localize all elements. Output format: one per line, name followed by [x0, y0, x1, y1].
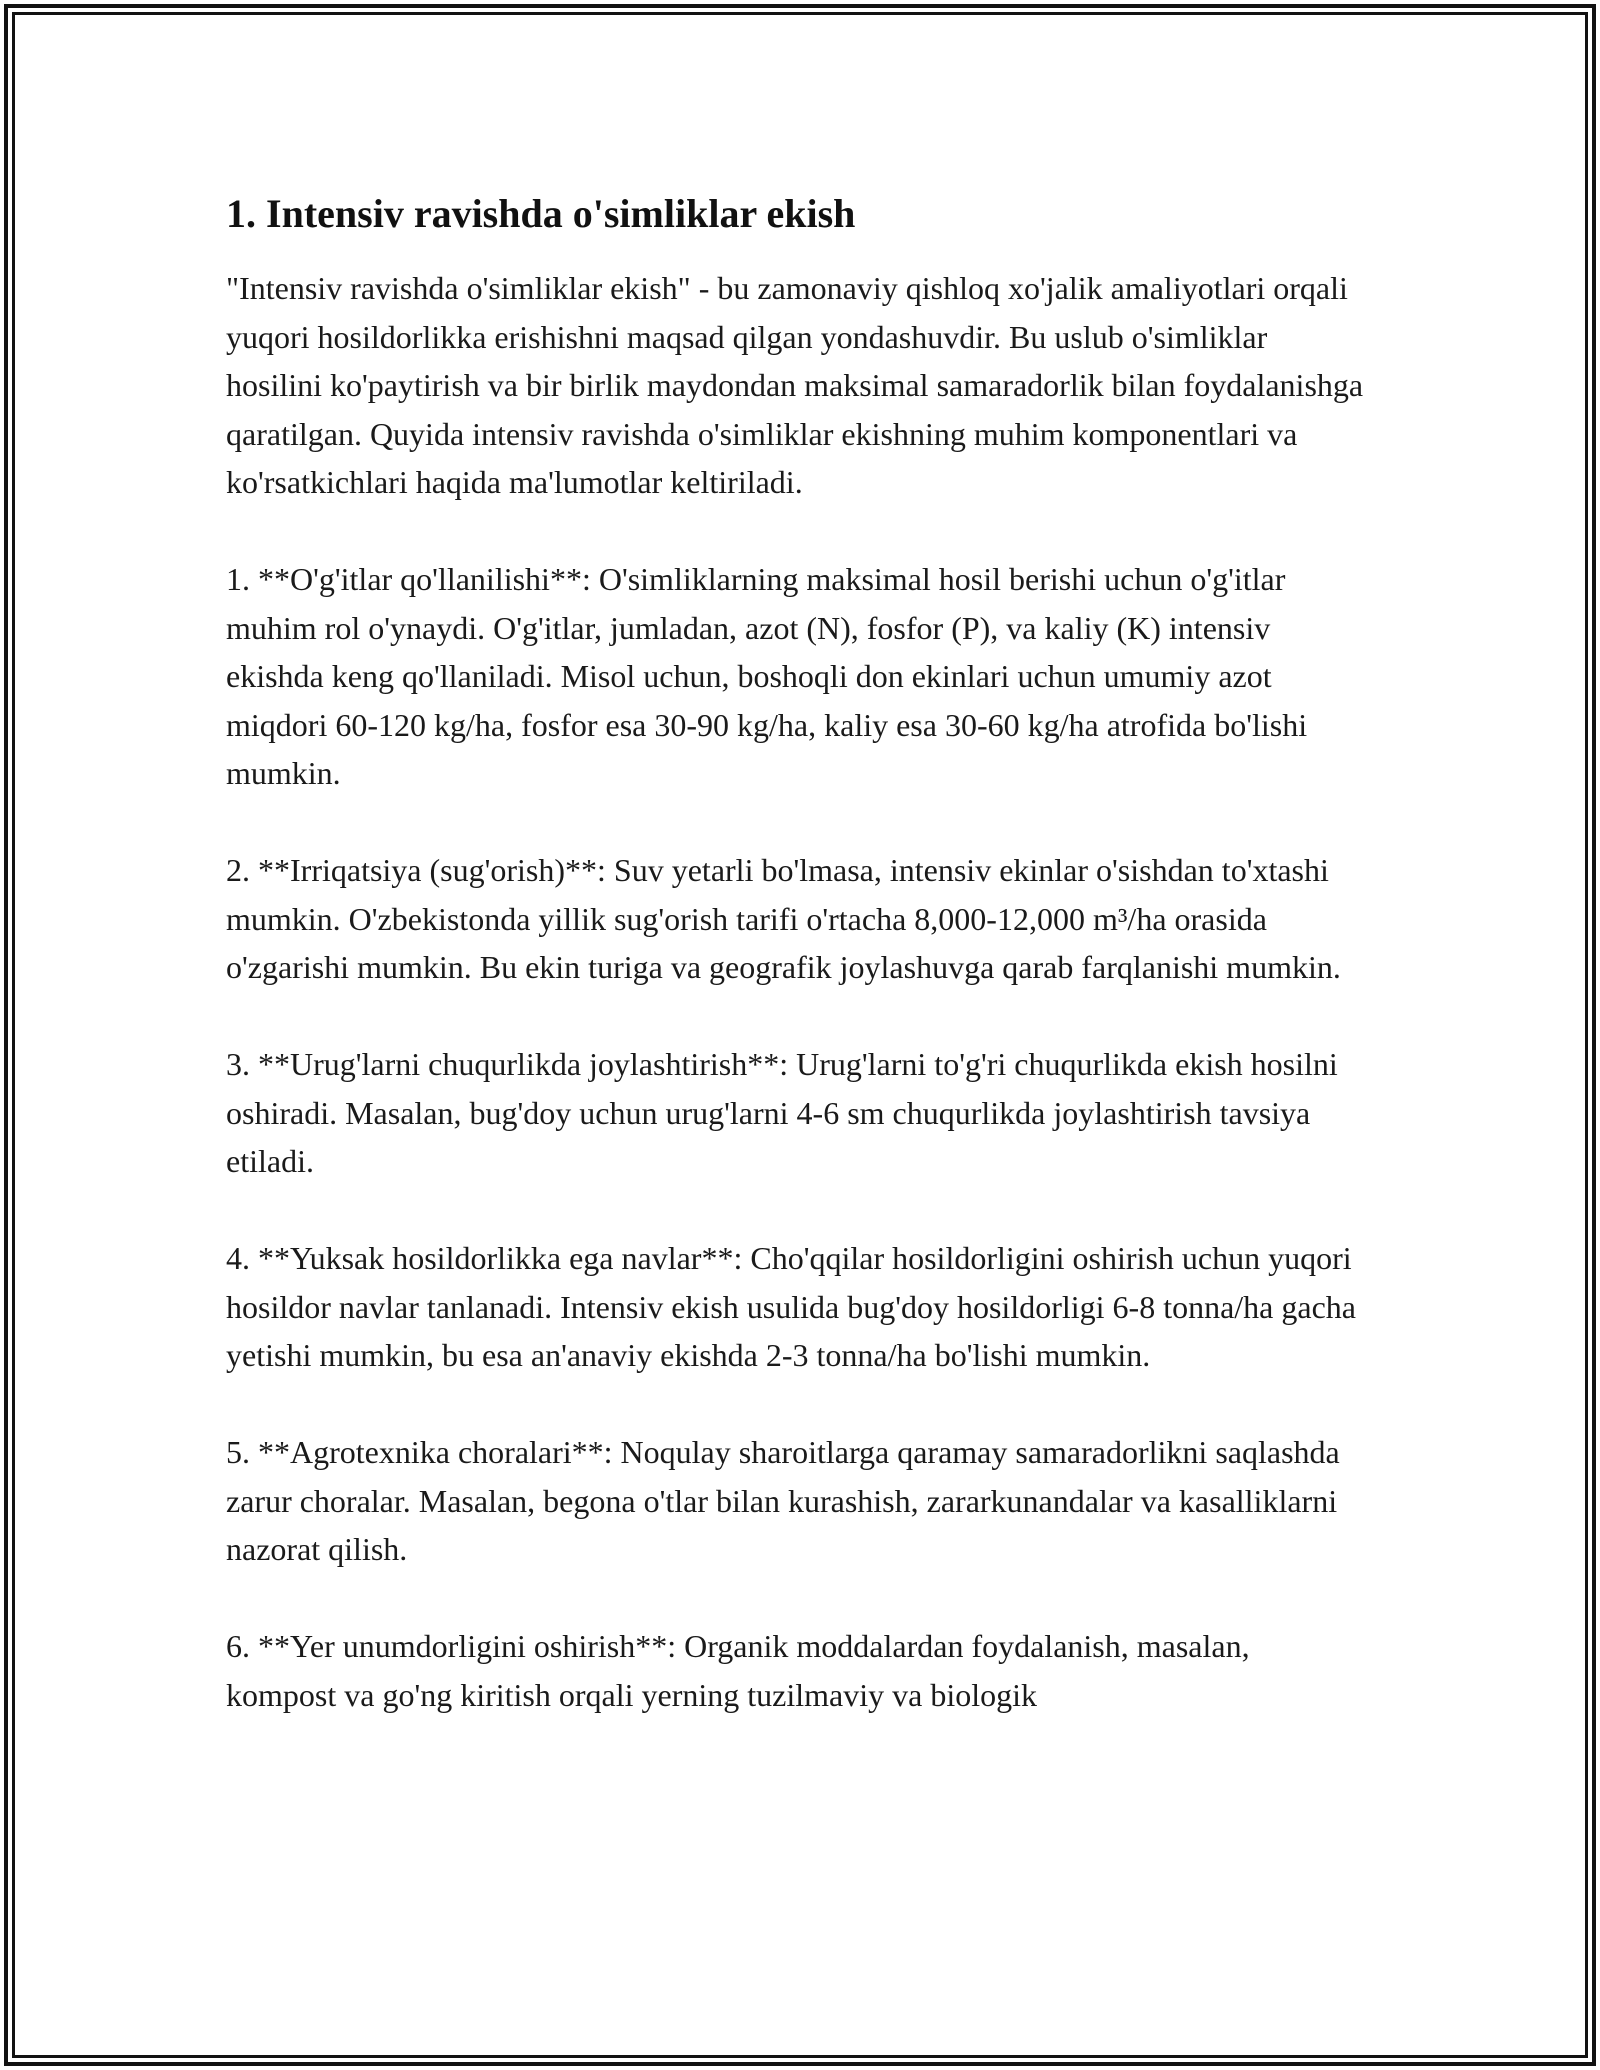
paragraph-intro: "Intensiv ravishda o'simliklar ekish" - bu zamonaviy qishloq xo'jalik amaliyotlari orqali yuqori hosildorlikka erishishni maqsad qilgan yondashuvdir. Bu uslub o'simliklar hosilini ko'paytirish va bir birlik maydondan maksimal samaradorlik bilan foydalanishga qaratilgan. Quyida intensiv ravishda o'simliklar ekishning muhim komponentlari va ko'rsatkichlari haqida ma'lumotlar keltiriladi. — [226, 270, 1364, 500]
paragraph-soil-fertility: 6. **Yer unumdorligini oshirish**: Organik moddalardan foydalanish, masalan, kompost va go'ng kiritish orqali yerning tuzilmaviy va biologik — [226, 1628, 1250, 1713]
document-title: 1. Intensiv ravishda o'simliklar ekish — [226, 191, 856, 236]
paragraph-fertilizers: 1. **O'g'itlar qo'llanilishi**: O'simliklarning maksimal hosil berishi uchun o'g'itlar muhim rol o'ynaydi. O'g'itlar, jumladan, azot (N), fosfor (P), va kaliy (K) intensiv ekishda keng qo'llaniladi. Misol uchun, boshoqli don ekinlari uchun umumiy azot miqdori 60-120 kg/ha, fosfor esa 30-90 kg/ha, kaliy esa 30-60 kg/ha atrofida bo'lishi mumkin. — [226, 561, 1308, 791]
paragraph-high-yield-varieties: 4. **Yuksak hosildorlikka ega navlar**: Cho'qqilar hosildorligini oshirish uchun yuqori hosildor navlar tanlanadi. Intensiv ekish usulida bug'doy hosildorligi 6-8 tonna/ha gacha yetishi mumkin, bu esa an'anaviy ekishda 2-3 tonna/ha bo'lishi mumkin. — [226, 1240, 1356, 1373]
document-body — [226, 188, 1366, 1768]
paragraph-seed-depth: 3. **Urug'larni chuqurlikda joylashtirish**: Urug'larni to'g'ri chuqurlikda ekish hosilni oshiradi. Masalan, bug'doy uchun urug'larni 4-6 sm chuqurlikda joylashtirish tavsiya etiladi. — [226, 1046, 1338, 1179]
paragraph-agrotechnics: 5. **Agrotexnika choralari**: Noqulay sharoitlarga qaramay samaradorlikni saqlashda zarur choralar. Masalan, begona o'tlar bilan kurashish, zararkunandalar va kasalliklarni nazorat qilish. — [226, 1434, 1340, 1567]
paragraph-irrigation: 2. **Irriqatsiya (sug'orish)**: Suv yetarli bo'lmasa, intensiv ekinlar o'sishdan to'xtashi mumkin. O'zbekistonda yillik sug'orish tarifi o'rtacha 8,000-12,000 m³/ha orasida o'zgarishi mumkin. Bu ekin turiga va geografik joylashuvga qarab farqlanishi mumkin. — [226, 852, 1341, 985]
